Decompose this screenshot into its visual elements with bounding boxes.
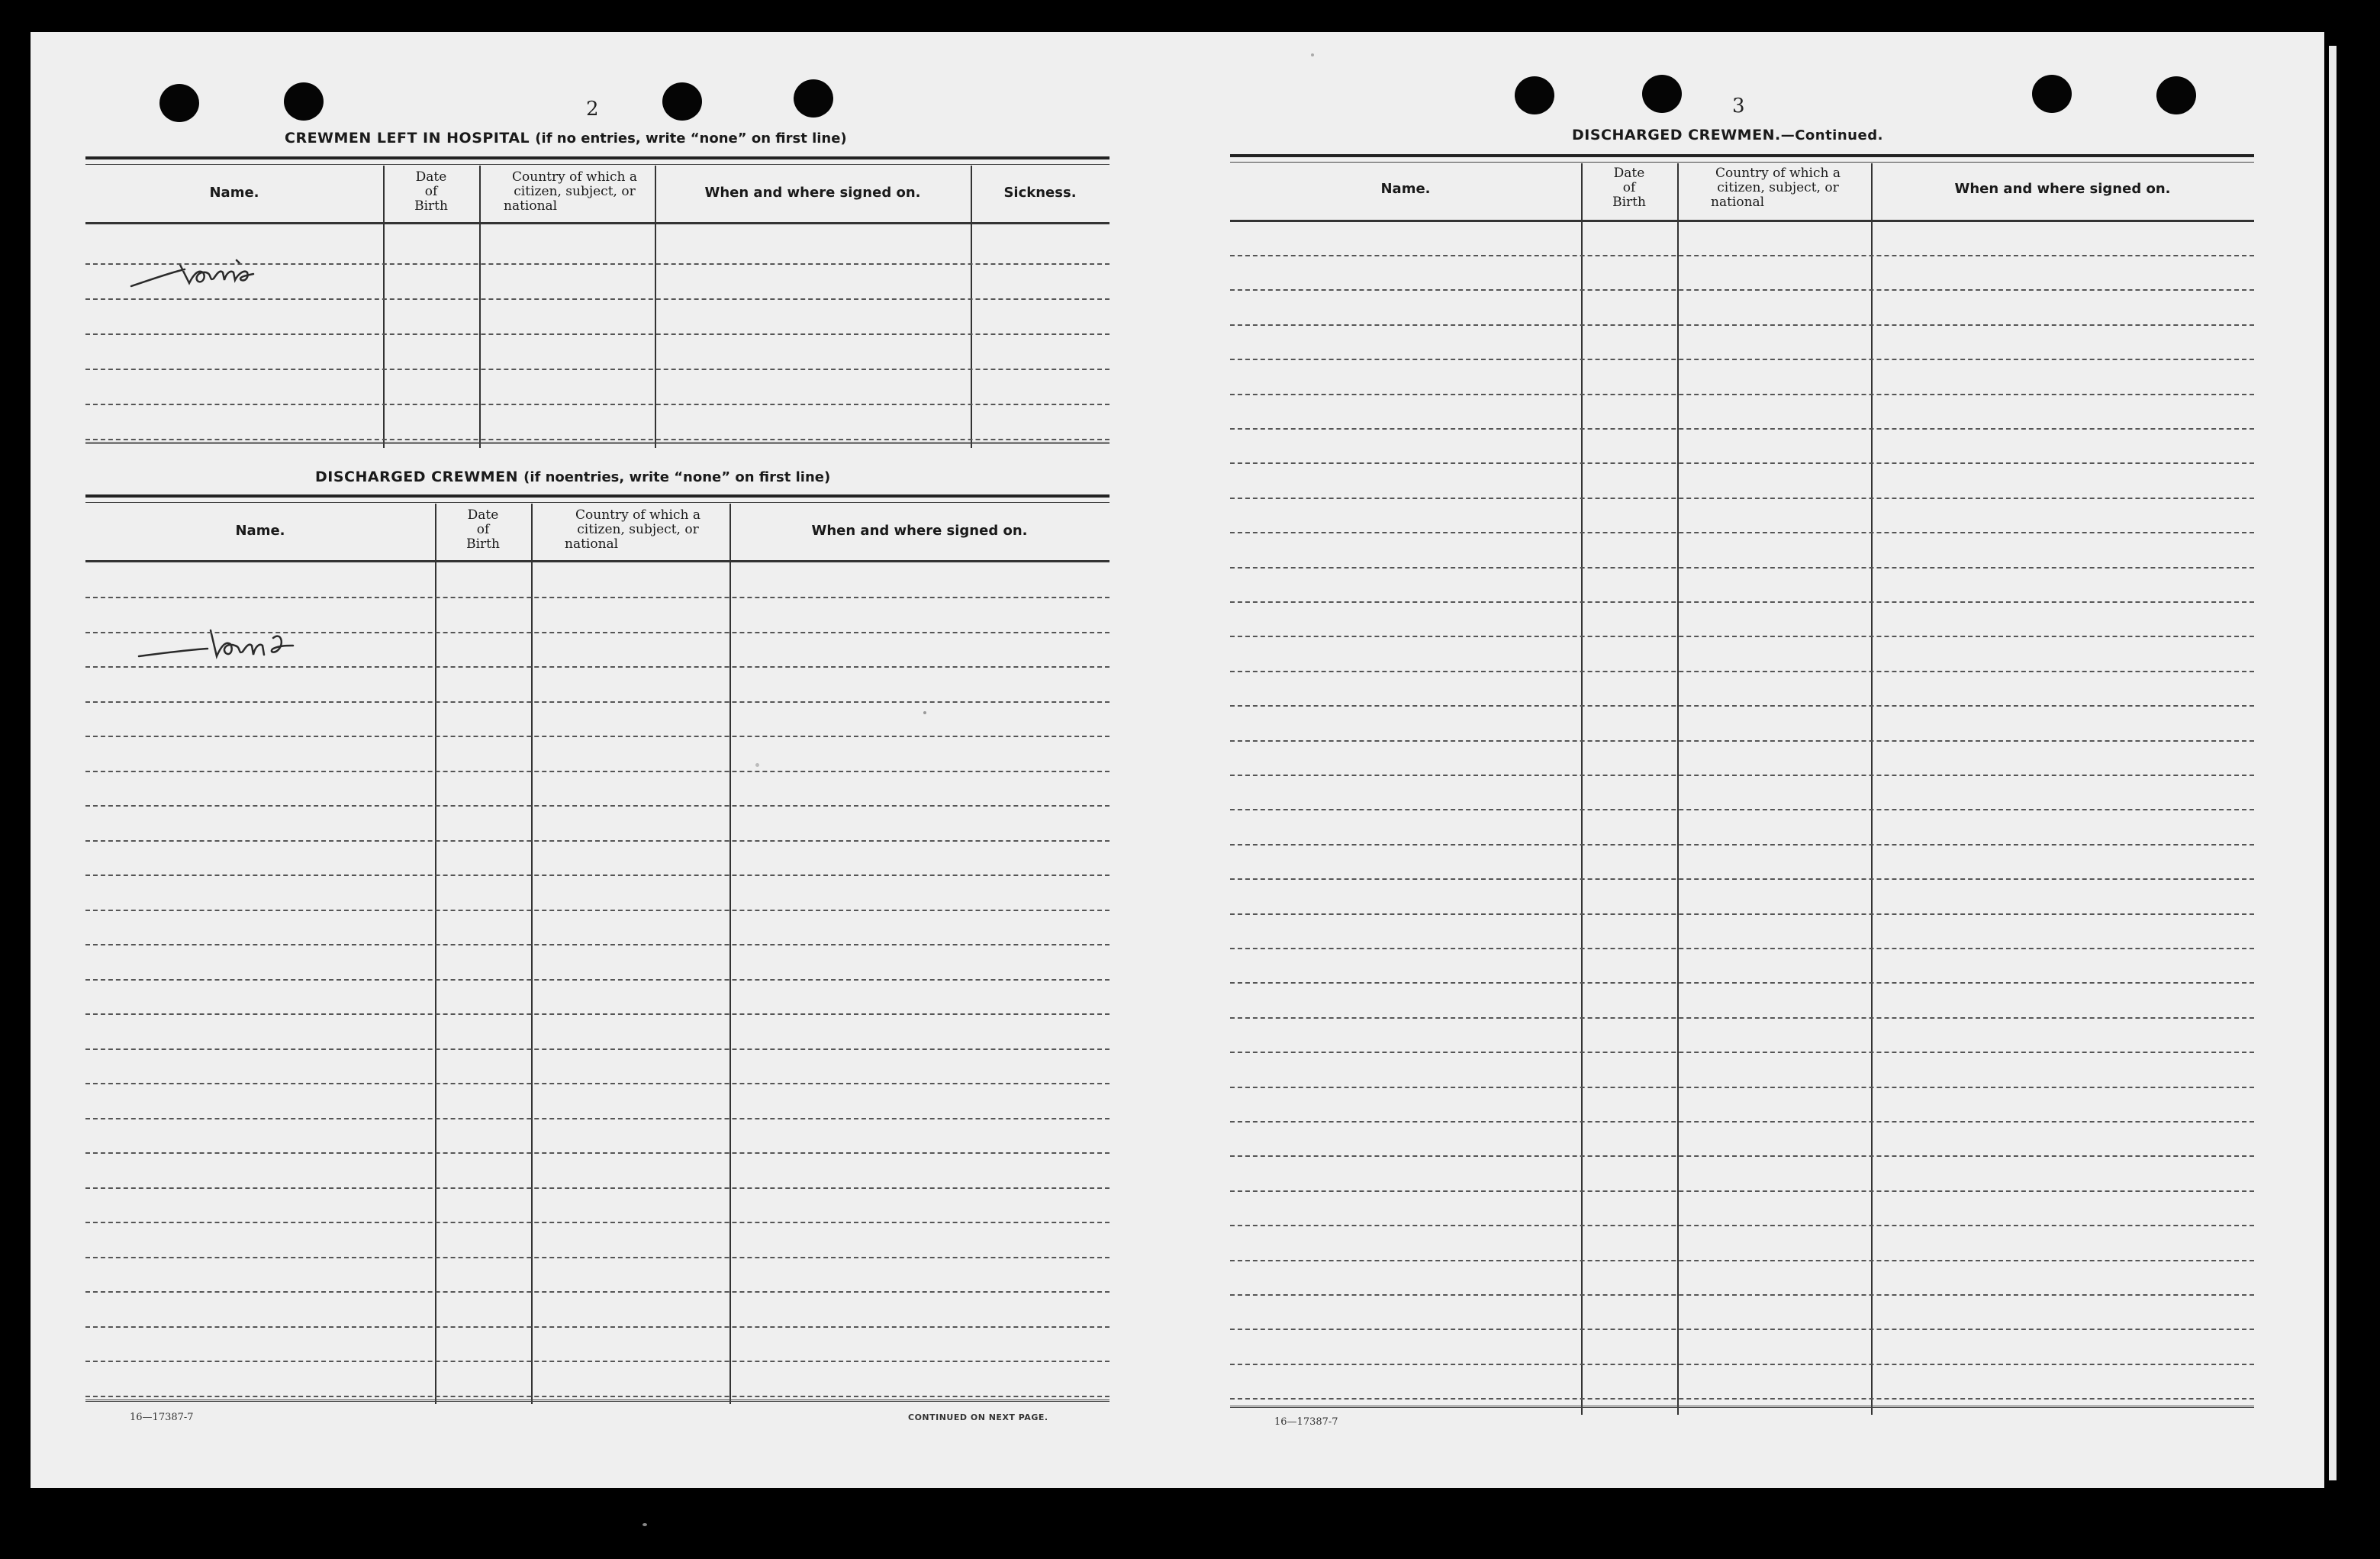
- paper-speck: [643, 1523, 647, 1526]
- ruled-line: [85, 1152, 1109, 1154]
- continued-suffix: —Continued.: [1780, 127, 1883, 143]
- ruled-line: [85, 805, 1109, 807]
- header-rule: [1230, 220, 2254, 222]
- ruled-line: [85, 701, 1109, 703]
- table-bottom-rule: [85, 442, 1109, 444]
- ruled-line: [85, 333, 1109, 335]
- punch-hole: [662, 82, 702, 121]
- header-line: of: [476, 522, 490, 537]
- ruled-line: [1230, 1294, 2254, 1296]
- header-rule: [85, 222, 1109, 224]
- ruled-line: [1230, 1087, 2254, 1088]
- table-top-rule: [85, 164, 1109, 165]
- table-bottom-rule: [85, 1400, 1109, 1402]
- ruled-line: [85, 1291, 1109, 1293]
- ruled-line: [1230, 671, 2254, 672]
- ruled-line: [1230, 775, 2254, 776]
- ruled-line: [1230, 601, 2254, 603]
- ruled-line: [85, 1048, 1109, 1050]
- header-line: national: [504, 198, 558, 214]
- ruled-line: [85, 1083, 1109, 1084]
- page-number: 3: [1732, 95, 1745, 118]
- ruled-line: [85, 1396, 1109, 1397]
- column-header-country: [531, 508, 729, 552]
- form-number: 16—17387-7: [1274, 1416, 1338, 1428]
- column-header-date-of-birth: [383, 170, 479, 214]
- ruled-line: [1230, 1364, 2254, 1365]
- hospital-title-text: CREWMEN LEFT IN HOSPITAL: [285, 130, 530, 147]
- header-line: citizen, subject, or: [514, 184, 636, 199]
- ruled-line: [85, 666, 1109, 668]
- ruled-line: [1230, 394, 2254, 395]
- column-header-sickness: Sickness.: [1003, 185, 1077, 201]
- column-header-country: [479, 170, 655, 214]
- hospital-title-note: (if no entries, write “none” on first line): [535, 130, 847, 147]
- ruled-line: [85, 1326, 1109, 1328]
- ruled-line: [85, 1257, 1109, 1258]
- header-line: Date: [467, 507, 499, 523]
- ruled-line: [1230, 567, 2254, 569]
- header-line: citizen, subject, or: [1717, 180, 1839, 195]
- table-top-rule: [85, 502, 1109, 503]
- discharged-table: [85, 494, 1109, 1410]
- column-header-date-of-birth: [435, 508, 531, 552]
- header-rule: [85, 560, 1109, 562]
- header-line: of: [424, 184, 438, 199]
- header-line: Date: [1613, 166, 1645, 181]
- header-line: Birth: [1612, 195, 1646, 210]
- table-top-rule: [1230, 154, 2254, 157]
- punch-hole: [1642, 75, 1682, 113]
- page-number: 2: [586, 98, 599, 121]
- ruled-line: [85, 298, 1109, 300]
- ruled-line: [85, 632, 1109, 633]
- ruled-line: [1230, 809, 2254, 810]
- column-header-signed-on: When and where signed on.: [811, 523, 1028, 539]
- header-line: Birth: [414, 198, 448, 214]
- punch-hole: [794, 79, 833, 118]
- form-number: 16—17387-7: [130, 1412, 194, 1423]
- ruled-line: [1230, 913, 2254, 915]
- ruled-line: [1230, 532, 2254, 533]
- table-top-rule: [85, 156, 1109, 159]
- ruled-line: [85, 1187, 1109, 1189]
- header-line: national: [565, 536, 619, 552]
- ruled-line: [1230, 705, 2254, 707]
- ruled-line: [1230, 289, 2254, 291]
- sheet-edge: [2329, 46, 2337, 1480]
- column-header-name: Name.: [235, 523, 285, 539]
- ruled-line: [1230, 1052, 2254, 1053]
- punch-hole: [1515, 76, 1554, 114]
- column-divider: [1871, 163, 1873, 1415]
- hospital-table: [85, 156, 1109, 446]
- column-divider: [655, 166, 656, 448]
- header-line: of: [1622, 180, 1636, 195]
- punch-hole: [2156, 76, 2196, 114]
- column-divider: [729, 504, 731, 1404]
- ruled-line: [85, 597, 1109, 598]
- ruled-line: [1230, 740, 2254, 742]
- column-header-date-of-birth: [1581, 166, 1677, 210]
- punch-hole: [284, 82, 324, 121]
- continued-title-text: DISCHARGED CREWMEN.: [1572, 127, 1781, 143]
- ruled-line: [1230, 878, 2254, 880]
- discharged-title-text: DISCHARGED CREWMEN: [315, 469, 518, 485]
- header-line: Birth: [466, 536, 500, 552]
- ruled-line: [1230, 462, 2254, 464]
- column-header-country: [1677, 166, 1871, 210]
- ruled-line: [1230, 844, 2254, 846]
- ruled-line: [85, 1013, 1109, 1015]
- hospital-table-title: [285, 130, 847, 147]
- ruled-line: [1230, 498, 2254, 499]
- ruled-line: [85, 979, 1109, 981]
- ruled-line: [1230, 1121, 2254, 1123]
- ruled-line: [1230, 255, 2254, 256]
- ruled-line: [85, 771, 1109, 772]
- continued-note: CONTINUED ON NEXT PAGE.: [908, 1412, 1048, 1422]
- discharged-title-note: (if noentries, write “none” on first line): [523, 469, 831, 485]
- header-line: Date: [415, 169, 447, 185]
- ruled-line: [1230, 636, 2254, 637]
- ruled-line: [1230, 1225, 2254, 1226]
- ruled-line: [1230, 982, 2254, 984]
- ruled-line: [85, 910, 1109, 911]
- header-line: Country of which a: [1715, 166, 1841, 181]
- ruled-line: [85, 263, 1109, 265]
- ruled-line: [1230, 1155, 2254, 1157]
- ruled-line: [85, 404, 1109, 405]
- handwritten-none: [131, 615, 330, 668]
- discharged-continued-table: [1230, 154, 2254, 1413]
- ruled-line: [85, 1118, 1109, 1119]
- table-top-rule: [1230, 162, 2254, 163]
- paper-speck: [755, 763, 759, 767]
- ruled-line: [1230, 359, 2254, 360]
- paper-speck: [923, 711, 926, 714]
- discharged-table-title: [315, 469, 830, 485]
- column-divider: [531, 504, 533, 1404]
- punch-hole: [2032, 75, 2072, 113]
- header-line: citizen, subject, or: [577, 522, 699, 537]
- column-divider: [1581, 163, 1583, 1415]
- handwritten-none: [124, 239, 307, 300]
- ruled-line: [85, 840, 1109, 842]
- ruled-line: [85, 369, 1109, 370]
- column-header-signed-on: When and where signed on.: [1954, 181, 2171, 197]
- ruled-line: [1230, 1329, 2254, 1330]
- ruled-line: [1230, 324, 2254, 326]
- column-divider: [1677, 163, 1679, 1415]
- column-divider: [435, 504, 436, 1404]
- table-bottom-rule: [1230, 1406, 2254, 1408]
- ruled-line: [1230, 948, 2254, 949]
- ruled-line: [85, 875, 1109, 876]
- ruled-line: [85, 736, 1109, 737]
- ruled-line: [85, 439, 1109, 440]
- ruled-line: [1230, 1260, 2254, 1261]
- column-divider: [971, 166, 972, 448]
- header-line: Country of which a: [575, 507, 700, 523]
- column-header-name: Name.: [1380, 181, 1431, 197]
- punch-hole: [159, 84, 199, 122]
- ruled-line: [1230, 1017, 2254, 1019]
- paper-speck: [1311, 53, 1314, 56]
- column-header-signed-on: When and where signed on.: [704, 185, 921, 201]
- ruled-line: [1230, 1190, 2254, 1192]
- column-header-name: Name.: [209, 185, 259, 201]
- ruled-line: [1230, 428, 2254, 430]
- ruled-line: [85, 1361, 1109, 1362]
- ruled-line: [85, 1222, 1109, 1223]
- header-line: Country of which a: [512, 169, 637, 185]
- ruled-line: [1230, 1398, 2254, 1400]
- discharged-continued-title: [1572, 127, 1883, 143]
- table-top-rule: [85, 494, 1109, 498]
- ruled-line: [85, 944, 1109, 945]
- header-line: national: [1711, 195, 1765, 210]
